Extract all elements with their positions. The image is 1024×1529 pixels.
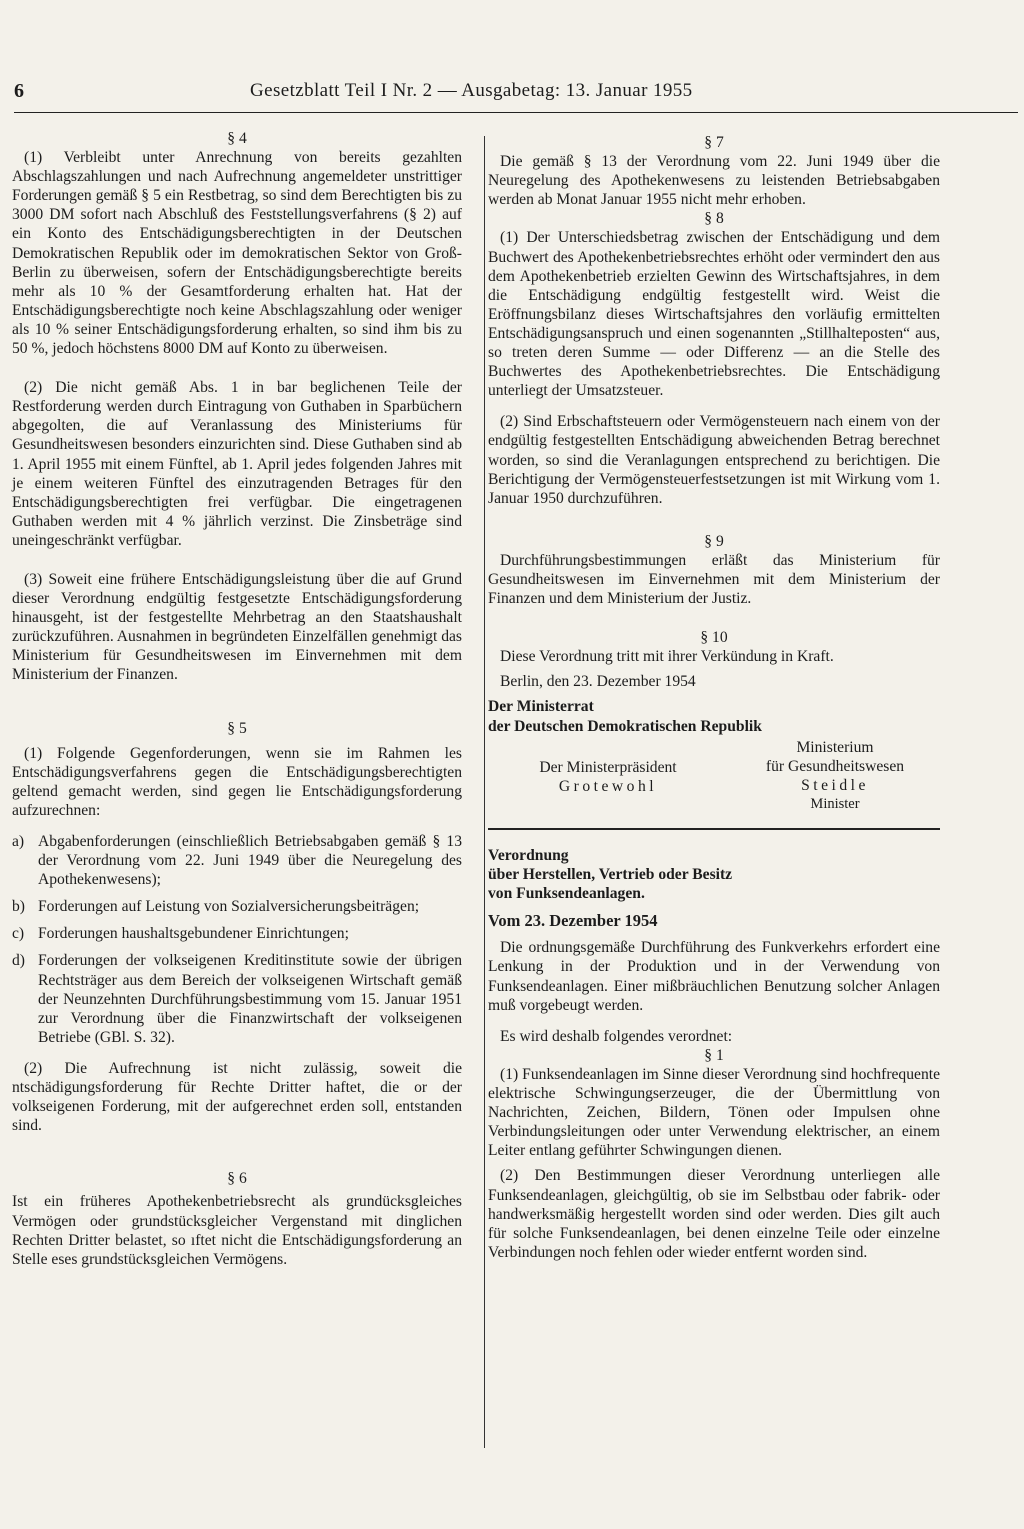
list-label: d) <box>12 952 25 970</box>
signature-left <box>488 738 728 814</box>
page-number: 6 <box>14 80 24 102</box>
decree-intro: Die ordnungsgemäße Durchführung des Funkverkehrs erfordert eine Lenkung in der Produktion und in der Verwendung von Funksendeanlagen. Einer mißbräuchlichen Benutzung solcher Anlagen muß vorgebeugt werden. <box>488 939 940 1014</box>
column-divider <box>484 136 485 1448</box>
list-item-c <box>12 924 462 943</box>
list-text: Forderungen auf Leistung von Sozialversicherungsbeiträgen; <box>38 898 420 916</box>
section-9-heading: § 9 <box>704 532 724 550</box>
council-name-2: der Deutschen Demokratischen Republik <box>488 717 762 735</box>
section-10-para-1: Diese Verordnung tritt mit ihrer Verkündung in Kraft. <box>500 648 834 666</box>
list-item-b <box>12 897 462 916</box>
signer-name: Steidle <box>801 776 869 794</box>
decree-date: Vom 23. Dezember 1954 <box>488 911 658 931</box>
section-5-para-1: (1) Folgende Gegenforderungen, wenn sie im Rahmen les Entschädigungsverfahrens gegen die Entschädigungsberechtigten geltend gemacht werden, sind gegen lie Entschädigungsforderung aufzurechnen: <box>12 744 462 819</box>
decree-title-1: Verordnung <box>488 847 569 864</box>
signer-role: Minister <box>810 795 860 812</box>
section-10-heading: § 10 <box>700 629 728 647</box>
section-8-para-1: (1) Der Unterschiedsbetrag zwischen der Entschädigung und dem Buchwert des Apothekenbetriebsrechtes erhöht oder vermindert den aus dem Apothekenbetrieb erzielten Gewinn des Wirtschaftsjahres, in dem die Entschädigung endgültig festgestellt wird. Weist die Eröffnungsbilanz dieses Wirtschaftsjahres den vorläufig ermittelten Entschädigungsanspruch und einen sogenannten „Stillhalteposten“ aus, so treten deren Summe — oder Differenz — an die Stelle des Buchwertes des Apothekenbetriebsrechtes. Die Entschädigung unterliegt der Umsatzsteuer. <box>488 229 940 400</box>
list-text: Forderungen der volkseigenen Kreditinstitute sowie der übrigen Rechtsträger aus dem Bereich der volkseigenen Wirtschaft gemäß der Neunzehnten Durchführungsbestimmung vom 15. Januar 1951 zur Verordnung über die Finanzwirtschaft der volkseigenen Betriebe (GBl. S. 32). <box>38 952 462 1046</box>
list-text: Forderungen haushaltsgebundener Einrichtungen; <box>38 925 349 943</box>
ministry-title-1: Ministerium <box>796 738 874 756</box>
section-6-heading: § 6 <box>227 1170 247 1188</box>
list-text: Abgabenforderungen (einschließlich Betriebsabgaben gemäß § 13 der Verordnung vom 22. Juni 1949 über die Neuregelung des Apothekenwesens); <box>38 833 462 889</box>
signer-title: Der Ministerpräsident <box>539 758 677 776</box>
left-column <box>12 129 462 1269</box>
signature-block <box>488 738 940 814</box>
decree-section-1-para-1: (1) Funksendeanlagen im Sinne dieser Verordnung sind hochfrequente elektrische Schwingungserzeuger, die der Übermittlung von Nachrichten, Zeichen, Bildern, Tönen oder Impulsen ohne Verbindungsleitungen oder unter Verwendung elektrischer, an einem Leiter entlang geführter Schwingungen dienen. <box>488 1065 940 1160</box>
page-header <box>14 80 1014 110</box>
section-8-para-2: (2) Sind Erbschaftsteuern oder Vermögensteuern nach einem von der endgültig festgestellten Entschädigung abweichenden Betrag berechnet worden, so sind die Veranlagungen entsprechend zu berichtigen. Die Berichtigung der Vermögensteuerfestsetzungen ist mit Wirkung vom 1. Januar 1950 durchzuführen. <box>488 413 940 507</box>
section-7-heading: § 7 <box>704 134 724 151</box>
ministry-title-2: für Gesundheitswesen <box>765 757 905 775</box>
section-9-para-1: Durchführungsbestimmungen erläßt das Ministerium für Gesundheitswesen im Einvernehmen mit dem Ministerium der Finanzen und dem Ministerium der Justiz. <box>488 551 940 608</box>
section-5-para-2: (2) Die Aufrechnung ist nicht zulässig, soweit die ntschädigungsforderung für Rechte Dritter haftet, die or der volkseigenen Forderung, mit der aufgerechnet erden soll, entstanden sind. <box>12 1059 462 1135</box>
signature-right <box>730 738 940 814</box>
section-5-heading: § 5 <box>227 719 247 737</box>
list-label: c) <box>12 925 25 943</box>
council-name-1: Der Ministerrat <box>488 698 594 716</box>
running-title: Gesetzblatt Teil I Nr. 2 — Ausgabetag: 13. Januar 1955 <box>250 80 693 101</box>
decree-statement: Es wird deshalb folgendes verordnet: <box>500 1027 733 1045</box>
section-4-para-2: (2) Die nicht gemäß Abs. 1 in bar beglichenen Teile der Restforderung werden durch Eintragung von Guthaben in Sparbüchern abgegolten, die auf Veranlassung des Ministeriums für Gesundheitswesen besonders einzurichten sind. Diese Guthaben sind ab 1. April 1955 mit einem Fünftel, ab 1. April jedes folgenden Jahres mit je einem weiteren Fünftel des einzutragenden Betrages für den Entschädigungsberechtigten frei verfügbar. Die eingetragenen Guthaben werden mit 4 % jährlich verzinst. Die Zinsbeträge sind uneingeschränkt verfügbar. <box>12 379 462 549</box>
list-label: b) <box>12 898 25 916</box>
section-7-para-1: Die gemäß § 13 der Verordnung vom 22. Juni 1949 über die Neuregelung des Apothekenwesens zu leistenden Betriebsabgaben werden ab Monat Januar 1955 nicht mehr erhoben. <box>488 153 940 209</box>
section-4-para-1: (1) Verbleibt unter Anrechnung von bereits gezahlten Abschlagszahlungen und nach Aufrechnung angemeldeter unstrittiger Forderungen gemäß § 5 ein Restbetrag, so sind dem Berechtigten bis zu 3000 DM sofort nach Abschluß des Feststellungsverfahrens (§ 2) auf ein Konto des Entschädigungsberechtigten in der Deutschen Demokratischen Republik oder im demokratischen Sektor von Groß-Berlin zu überweisen, sofern der Entschädigungsberechtigte bereits mehr als 10 % der Gesamtforderung erhalten hat. Hat der Entschädigungsberechtigte noch keine Abschlagszahlung oder weniger als 10 % seiner Entschädigungsforderung erhalten, so sind ihm bis zu 50 %, jedoch höchstens 8000 DM auf Konto zu überweisen. <box>12 149 462 358</box>
list-item-d <box>12 951 462 1046</box>
list-item-a <box>12 832 462 889</box>
header-rule <box>14 112 1018 113</box>
decree-section-1-para-2: (2) Den Bestimmungen dieser Verordnung unterliegen alle Funksendeanlagen, gleichgültig, ob sie im Selbstbau oder fabrik- oder handwerksmäßig hergestellt worden sind oder werden. Dies gilt auch für solche Funksendeanlagen, bei denen einzelne Teile oder einzelne Verbindungen noch fehlen oder wieder entfernt worden sind. <box>488 1167 940 1261</box>
section-4-para-3: (3) Soweit eine frühere Entschädigungsleistung über die auf Grund dieser Verordnung endgültig festgesetzte Entschädigungsforderung hinausgeht, ist der festgestellte Mehrbetrag an den Staatshaushalt zurückzuführen. Ausnahmen in begründeten Einzelfällen genehmigt das Ministerium für Gesundheitswesen im Einvernehmen mit dem Ministerium der Finanzen. <box>12 570 462 684</box>
decree-section-1-heading: § 1 <box>704 1046 724 1064</box>
list-label: a) <box>12 833 25 850</box>
section-8-heading: § 8 <box>704 210 724 228</box>
separator-rule <box>488 828 940 830</box>
signer-name: Grotewohl <box>558 777 658 795</box>
section-4-heading: § 4 <box>227 130 247 147</box>
signing-date: Berlin, den 23. Dezember 1954 <box>500 673 696 691</box>
right-column <box>488 133 940 1262</box>
decree-title-2: über Herstellen, Vertrieb oder Besitz <box>488 866 733 884</box>
section-6-para-1: Ist ein früheres Apothekenbetriebsrecht als grundücksgleiches Vermögen oder grundstücksgleicher Vergenstand mit dinglichen Rechten Dritter belastet, so ıftet nicht die Entschädigungsforderung an Stelle eses grundstücksgleichen Vermögens. <box>12 1193 462 1268</box>
decree-title-3: von Funksendeanlagen. <box>488 885 645 903</box>
